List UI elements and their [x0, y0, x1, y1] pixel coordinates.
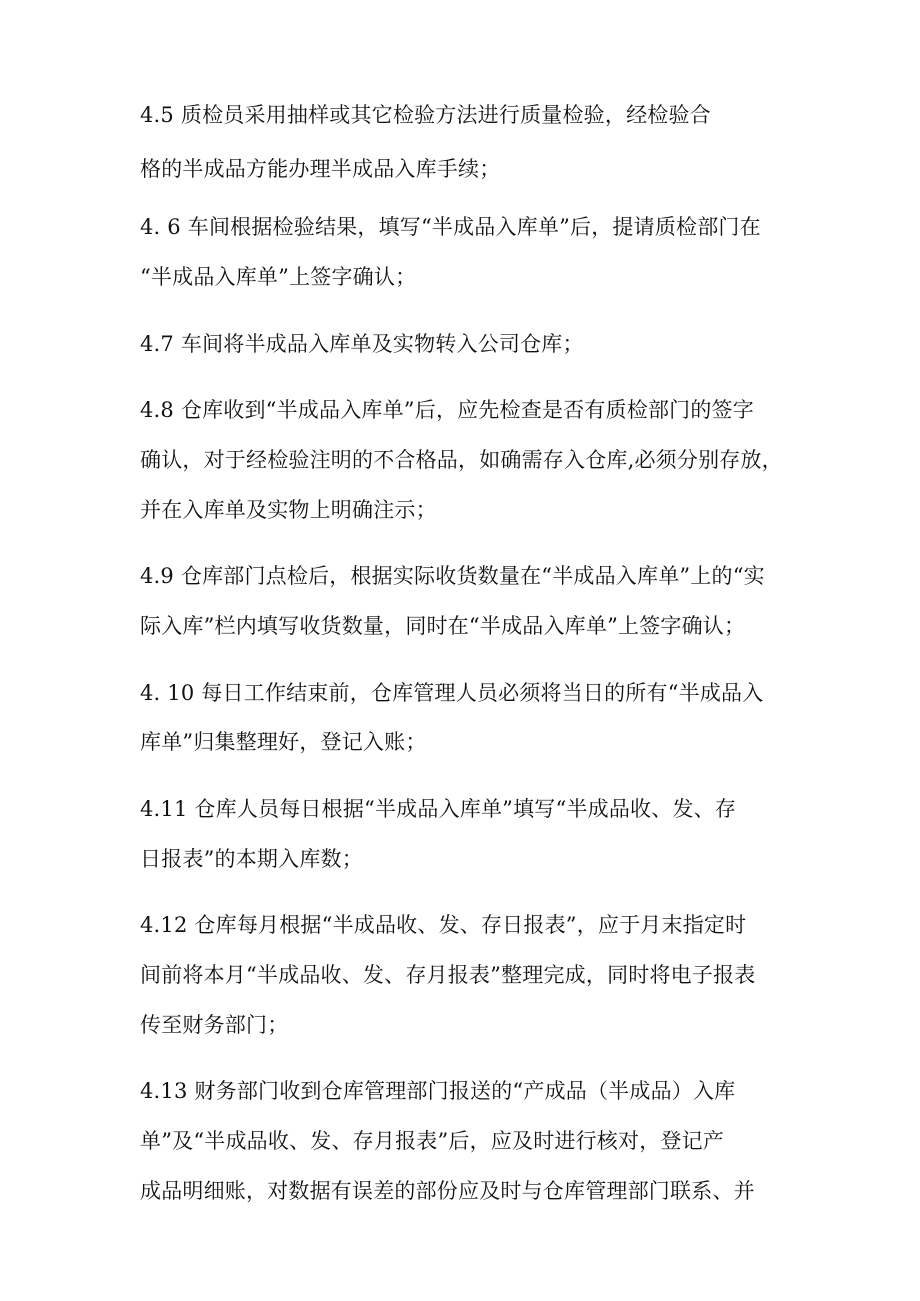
text-line-4-12-b: 间前将本月“半成品收、发、存月报表”整理完成，同时将电子报表 [140, 963, 756, 987]
text-line-4-8-a: 4.8 仓库收到“半成品入库单”后，应先检查是否有质检部门的签字 [140, 398, 754, 422]
text-line-4-8-c: 并在入库单及实物上明确注示； [140, 498, 437, 522]
text-line-4-8-b: 确认，对于经检验注明的不合格品，如确需存入仓库,必须分别存放， [140, 448, 783, 472]
text-line-4-5-b: 格的半成品方能办理半成品入库手续； [140, 157, 501, 181]
text-line-4-9-a: 4.9 仓库部门点检后，根据实际收货数量在“半成品入库单”上的“实 [140, 564, 765, 588]
text-line-4-10-a: 4. 10 每日工作结束前，仓库管理人员必须将当日的所有“半成品入 [140, 681, 764, 705]
text-line-4-10-b: 库单”归集整理好，登记入账； [140, 730, 427, 754]
text-line-4-5-a: 4.5 质检员采用抽样或其它检验方法进行质量检验，经检验合 [140, 103, 711, 127]
text-line-4-7: 4.7 车间将半成品入库单及实物转入公司仓库； [140, 332, 584, 356]
text-line-4-12-c: 传至财务部门； [140, 1013, 289, 1037]
text-line-4-6-a: 4. 6 车间根据检验结果，填写“半成品入库单”后，提请质检部门在 [140, 215, 761, 239]
text-line-4-13-b: 单”及“半成品收、发、存月报表”后，应及时进行核对，登记产 [140, 1129, 725, 1153]
text-line-4-11-a: 4.11 仓库人员每日根据“半成品入库单”填写“半成品收、发、存 [140, 797, 737, 821]
text-line-4-13-a: 4.13 财务部门收到仓库管理部门报送的“产成品（半成品）入库 [140, 1079, 736, 1103]
text-line-4-12-a: 4.12 仓库每月根据“半成品收、发、存日报表”，应于月末指定时 [140, 913, 747, 937]
text-line-4-13-c: 成品明细账，对数据有误差的部份应及时与仓库管理部门联系、并 [140, 1179, 755, 1203]
text-line-4-6-b: “半成品入库单”上签字确认； [140, 265, 417, 289]
text-line-4-11-b: 日报表”的本期入库数； [140, 847, 363, 871]
text-line-4-9-b: 际入库”栏内填写收货数量，同时在“半成品入库单”上签字确认； [140, 614, 746, 638]
